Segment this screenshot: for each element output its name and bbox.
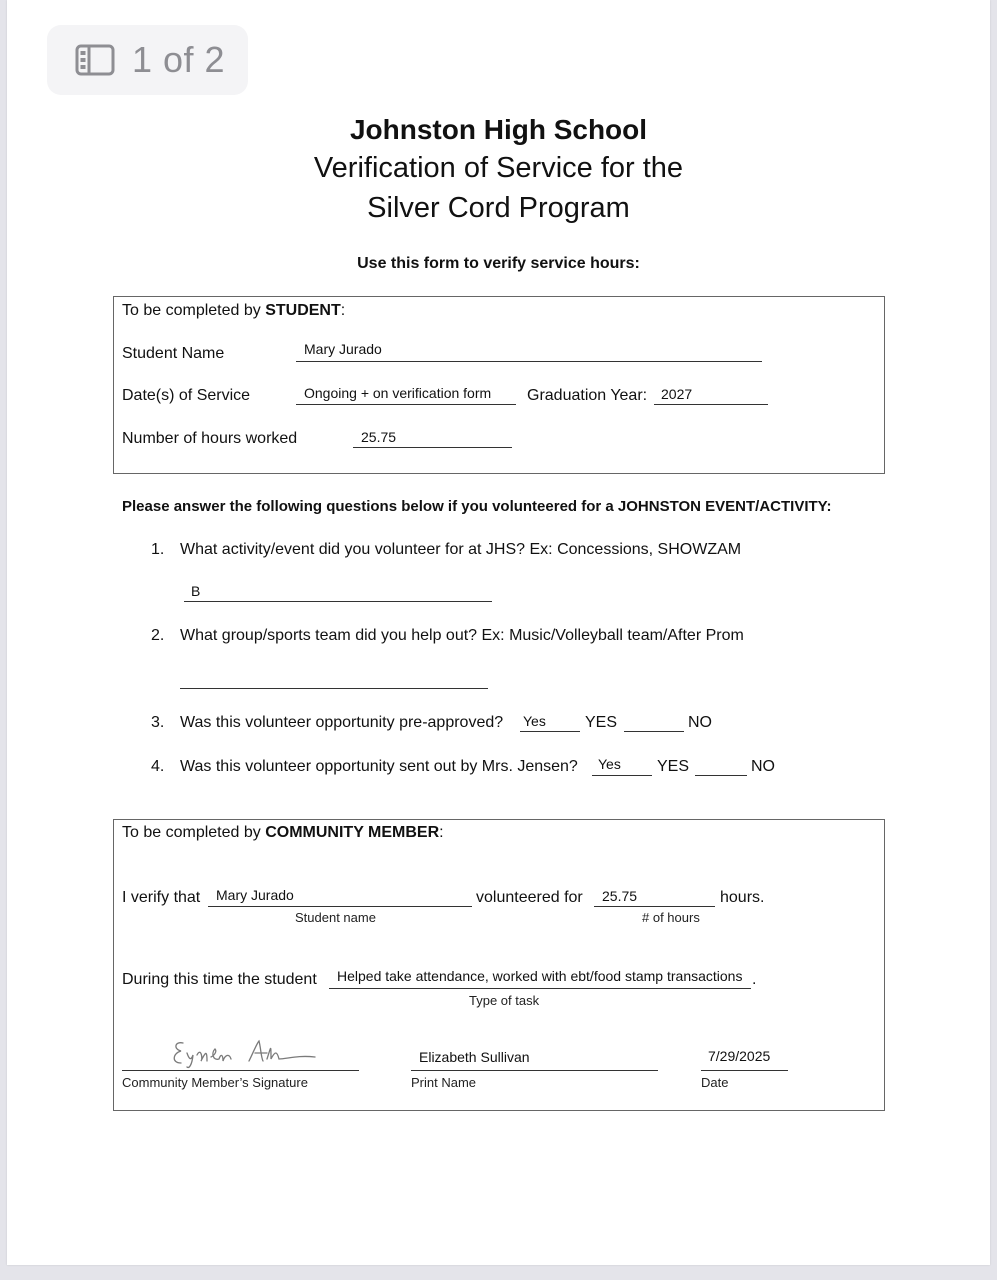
signature-image [167,1035,317,1071]
question-2-underline [180,688,488,689]
grad-year-field[interactable]: 2027 [661,386,693,402]
task-period: . [752,971,757,988]
question-1-answer[interactable]: B [191,583,201,599]
date-field[interactable]: 7/29/2025 [708,1048,771,1064]
student-name-underline [296,361,762,362]
signature-caption: Community Member’s Signature [122,1075,308,1090]
student-name-label: Student Name [122,345,225,362]
question-3-text: Was this volunteer opportunity pre-approved? [180,714,504,731]
school-title: Johnston High School [349,114,648,145]
grad-year-label: Graduation Year: [527,387,648,404]
print-name-underline [411,1070,658,1071]
question-1-text: What activity/event did you volunteer for at JHS? Ex: Concessions, SHOWZAM [180,541,742,558]
hours-underline [353,447,512,448]
student-name-field[interactable]: Mary Jurado [304,341,382,357]
question-1-underline [184,601,492,602]
task-field[interactable]: Helped take attendance, worked with ebt/food stamp transactions [337,968,743,984]
question-4-yes-underline [592,775,652,776]
questions-heading: Please answer the following questions below if you volunteered for a JOHNSTON EVENT/ACTIVITY: [122,498,832,515]
question-1-number: 1. [151,541,165,558]
question-4-no-underline [695,775,747,776]
dates-underline [296,404,516,405]
question-3-yes-field[interactable]: Yes [523,713,546,729]
grad-year-underline [654,404,768,405]
page-indicator-text: 1 of 2 [132,39,226,80]
hours-caption: # of hours [642,910,700,925]
dates-field[interactable]: Ongoing + on verification form [304,385,492,401]
question-3-number: 3. [151,714,165,731]
verify-hours-underline [594,906,715,907]
question-4-no-label: NO [751,758,775,775]
dates-label: Date(s) of Service [122,387,251,404]
question-4-number: 4. [151,758,165,775]
question-4-yes-label: YES [657,758,690,775]
question-3-no-label: NO [688,714,712,731]
community-section-heading: To be completed by COMMUNITY MEMBER: [122,824,444,841]
date-underline [701,1070,788,1071]
document-page [7,0,990,1265]
student-name-caption: Student name [295,910,376,925]
task-underline [329,988,751,989]
hours-label: Number of hours worked [122,430,298,447]
print-name-caption: Print Name [411,1075,477,1090]
during-prefix: During this time the student [122,971,317,988]
form-instruction: Use this form to verify service hours: [357,255,640,272]
hours-suffix: hours. [720,889,765,906]
question-3-yes-label: YES [585,714,618,731]
question-2-number: 2. [151,627,165,644]
verify-student-name-field[interactable]: Mary Jurado [216,887,294,903]
question-2-text: What group/sports team did you help out? Ex: Music/Volleyball team/After Prom [180,627,744,644]
volunteered-for-text: volunteered for [476,889,583,906]
verify-prefix: I verify that [122,889,201,906]
page-indicator[interactable] [47,25,248,95]
question-4-yes-field[interactable]: Yes [598,756,621,772]
verify-student-name-underline [208,906,472,907]
question-3-no-underline [624,731,684,732]
form-title-line1: Verification of Service for the [313,152,684,184]
question-3-yes-underline [520,731,580,732]
question-4-text: Was this volunteer opportunity sent out by Mrs. Jensen? [180,758,578,775]
hours-field[interactable]: 25.75 [361,429,397,445]
print-name-field[interactable]: Elizabeth Sullivan [419,1049,530,1065]
sidebar-icon [75,44,115,76]
form-title-line2: Silver Cord Program [367,192,630,224]
signature-underline [122,1070,359,1071]
verify-hours-field[interactable]: 25.75 [602,888,638,904]
task-caption: Type of task [469,993,540,1008]
student-section-heading: To be completed by STUDENT: [122,302,346,319]
date-caption: Date [701,1075,729,1090]
